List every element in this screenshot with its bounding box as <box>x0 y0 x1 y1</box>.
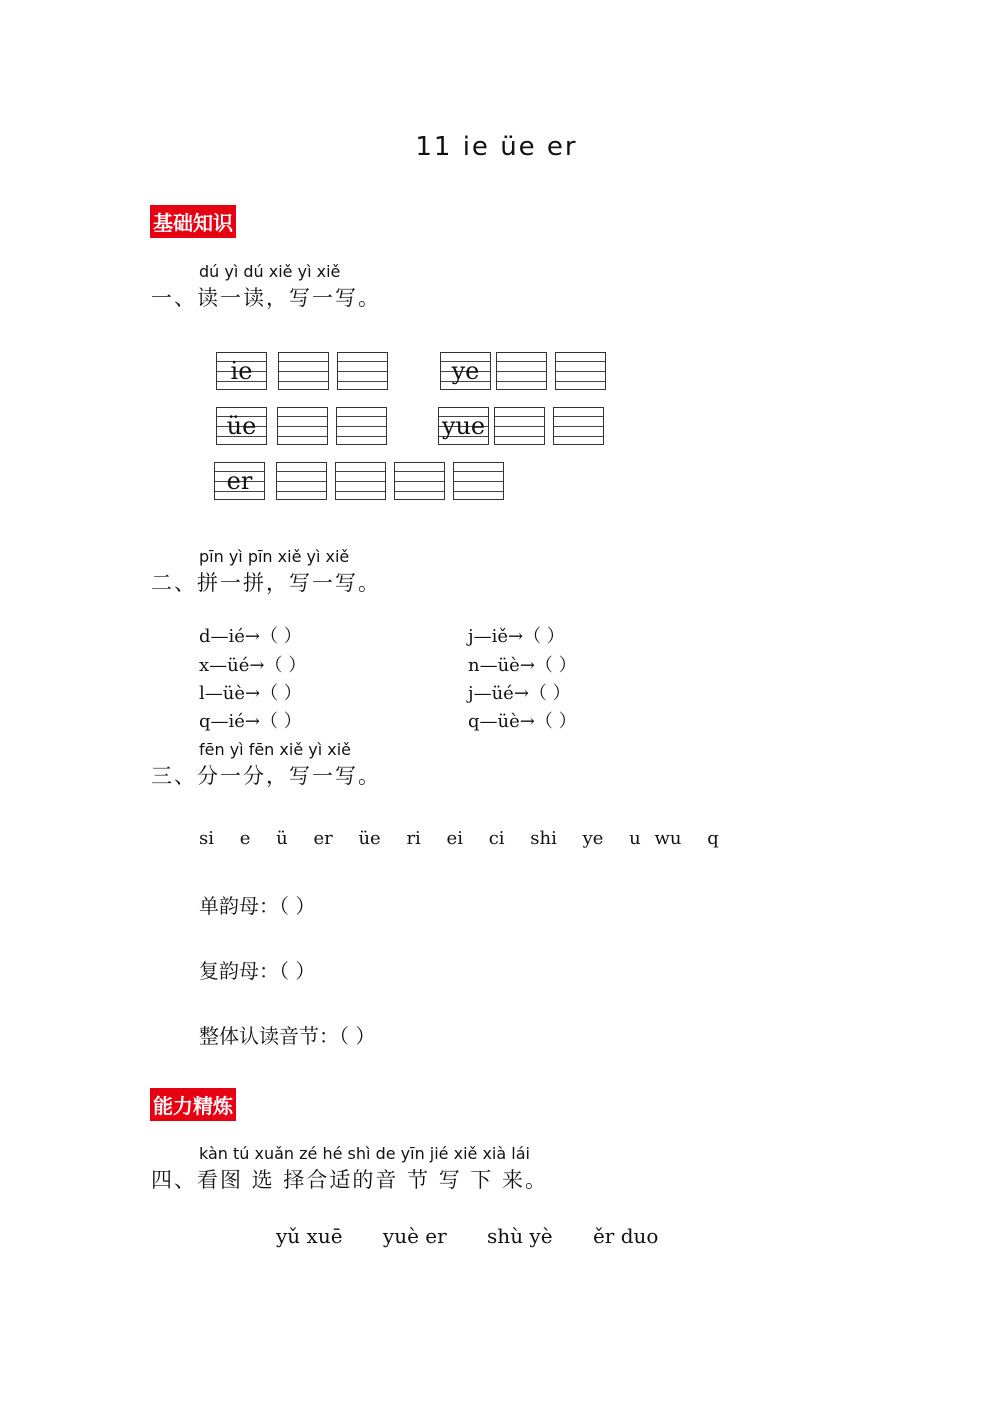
q3-item: er <box>313 828 333 849</box>
writing-box[interactable] <box>394 462 445 500</box>
q4-option: yǔ xuē <box>276 1224 343 1248</box>
q3-item: üe <box>358 828 381 849</box>
writing-box[interactable] <box>494 407 545 445</box>
writing-box[interactable] <box>496 352 547 390</box>
q2-right-4: q—üè→（ ） <box>468 711 577 732</box>
box-label: üe <box>226 412 257 440</box>
writing-box-example <box>440 352 491 390</box>
q3-item: wu <box>654 828 682 849</box>
writing-box[interactable] <box>277 407 328 445</box>
q3-cat-single-finals: 单韵母：（ ） <box>199 894 316 918</box>
section-badge-ability: 能力精炼 <box>150 1088 236 1121</box>
q3-item: si <box>199 828 214 849</box>
writing-box[interactable] <box>276 462 327 500</box>
writing-box[interactable] <box>555 352 606 390</box>
q3-items <box>199 828 739 849</box>
q4-title: 四、看图 选 择合适的音 节 写 下 来。 <box>151 1168 549 1192</box>
q3-item: shi <box>530 828 557 849</box>
q2-right-1: j—iě→（ ） <box>468 626 565 647</box>
q2-left-2: x—üé→（ ） <box>199 655 307 676</box>
q3-item: ri <box>406 828 421 849</box>
q2-left-3: l—üè→（ ） <box>199 683 302 704</box>
q3-item: u <box>629 828 641 849</box>
q4-pinyin: kàn tú xuǎn zé hé shì de yīn jié xiě xià lái <box>199 1144 530 1163</box>
q3-item: q <box>707 828 719 849</box>
writing-box-example <box>216 352 267 390</box>
q2-pinyin: pīn yì pīn xiě yì xiě <box>199 547 350 566</box>
box-label: yue <box>441 412 486 440</box>
writing-box[interactable] <box>335 462 386 500</box>
writing-box[interactable] <box>553 407 604 445</box>
q1-title: 一、读一读，写一写。 <box>151 286 381 310</box>
q3-title: 三、分一分，写一写。 <box>151 764 381 788</box>
writing-box-example <box>214 462 265 500</box>
q4-option: ěr duo <box>592 1224 659 1248</box>
q4-options <box>276 1224 692 1248</box>
page-title: 11 ie üe er <box>415 132 578 162</box>
writing-box[interactable] <box>336 407 387 445</box>
q2-right-3: j—üé→（ ） <box>468 683 571 704</box>
section-badge-basic: 基础知识 <box>150 205 236 238</box>
q4-option: yuè er <box>382 1224 447 1248</box>
writing-box[interactable] <box>278 352 329 390</box>
q4-option: shù yè <box>487 1224 553 1248</box>
box-label: ie <box>230 357 253 385</box>
q3-cat-compound-finals: 复韵母：（ ） <box>199 959 316 983</box>
q2-left-1: d—ié→（ ） <box>199 626 302 647</box>
q3-item: e <box>239 828 251 849</box>
writing-box[interactable] <box>337 352 388 390</box>
q3-item: ü <box>276 828 288 849</box>
box-label: ye <box>451 357 480 385</box>
q2-left-4: q—ié→（ ） <box>199 711 302 732</box>
q3-item: ci <box>488 828 505 849</box>
writing-box-example <box>438 407 489 445</box>
q2-title: 二、拼一拼，写一写。 <box>151 571 381 595</box>
box-label: er <box>226 467 253 495</box>
writing-box[interactable] <box>453 462 504 500</box>
q3-cat-whole-syllables: 整体认读音节：（ ） <box>199 1024 376 1048</box>
q3-pinyin: fēn yì fēn xiě yì xiě <box>199 740 352 759</box>
q3-item: ye <box>582 828 604 849</box>
q2-right-2: n—üè→（ ） <box>468 655 577 676</box>
q1-pinyin: dú yì dú xiě yì xiě <box>199 262 341 281</box>
writing-box-example <box>216 407 267 445</box>
q3-item: ei <box>446 828 463 849</box>
